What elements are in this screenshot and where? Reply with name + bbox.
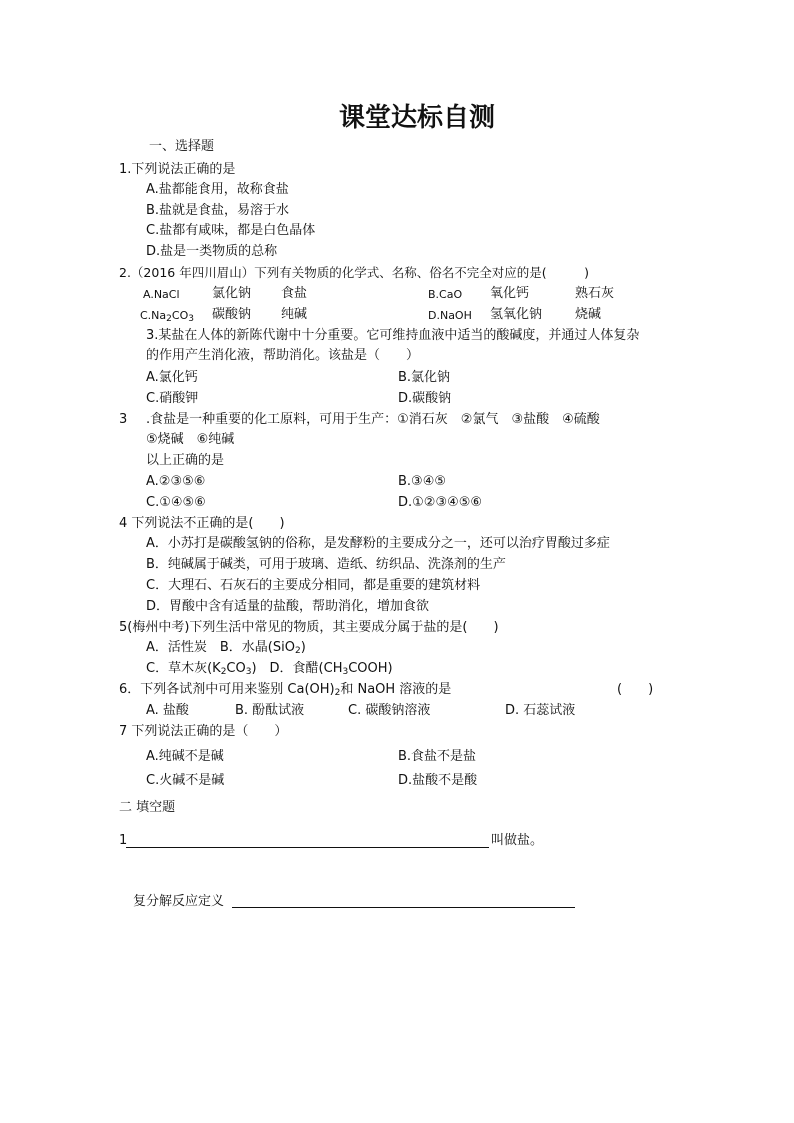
option-d: D.盐是一类物质的总称 <box>146 244 278 259</box>
question-number: 1 <box>119 833 128 848</box>
option-c-formula: $C.Na_2CO_3$ <box>140 309 194 324</box>
section-heading-fill: 二 填空题 <box>119 800 176 815</box>
answer-blank[interactable] <box>126 847 489 848</box>
question-stem-line2: 的作用产生消化液，帮助消化。该盐是（ ） <box>146 348 420 363</box>
question-stem-line2: ⑤烧碱 ⑥纯碱 <box>146 432 235 447</box>
option-c-common: 纯碱 <box>281 307 308 322</box>
answer-paren: ( ) <box>617 682 654 697</box>
option-b: B.盐就是食盐，易溶于水 <box>146 203 290 218</box>
question-number: 3 <box>119 412 128 427</box>
option-d-formula: D.NaOH <box>428 309 472 322</box>
option-b: B．纯碱属于碱类，可用于玻璃、造纸、纺织品、洗涤剂的生产 <box>146 557 506 572</box>
option-a: A．小苏打是碳酸氢钠的俗称，是发酵粉的主要成分之一，还可以治疗胃酸过多症 <box>146 536 610 551</box>
option-a: A.盐都能食用，故称食盐 <box>146 182 289 197</box>
option-c-name: 碳酸钠 <box>212 307 252 322</box>
option-a-common: 食盐 <box>281 286 308 301</box>
option-d: D．胃酸中含有适量的盐酸，帮助消化，增加食欲 <box>146 599 430 614</box>
option-c: C.火碱不是碱 <box>146 773 225 788</box>
option-c: C．大理石、石灰石的主要成分相同，都是重要的建筑材料 <box>146 578 481 593</box>
option-c: C. 碳酸钠溶液 <box>348 703 431 718</box>
option-a-name: 氯化钠 <box>212 286 252 301</box>
question-stem: 6．下列各试剂中可用来鉴别 $Ca(OH)_2$和 NaOH 溶液的是 <box>119 682 452 698</box>
question-stem: 1.下列说法正确的是 <box>119 162 236 177</box>
option-c: C.①④⑤⑥ <box>146 495 206 510</box>
blank-suffix: 叫做盐。 <box>491 833 544 848</box>
option-b-name: 氧化钙 <box>490 286 530 301</box>
question-stem: 2.（2016 年四川眉山）下列有关物质的化学式、名称、俗名不完全对应的是( ) <box>119 265 589 280</box>
option-d: D.①②③④⑤⑥ <box>398 495 483 510</box>
option-b: B.③④⑤ <box>398 474 447 489</box>
option-b-formula: B.CaO <box>428 288 463 301</box>
option-b-common: 熟石灰 <box>575 286 615 301</box>
section-heading-choice: 一、选择题 <box>149 139 215 154</box>
option-a: A. 盐酸 <box>146 703 189 718</box>
option-d: D. 石蕊试液 <box>505 703 576 718</box>
option-a: A.②③⑤⑥ <box>146 474 206 489</box>
question-stem-line1: .食盐是一种重要的化工原料，可用于生产：①消石灰 ②氯气 ③盐酸 ④硫酸 <box>146 412 600 427</box>
option-d-name: 氢氧化钠 <box>490 307 543 322</box>
option-d: D.碳酸钠 <box>398 391 452 406</box>
option-b: B.氯化钠 <box>398 370 451 385</box>
option-d-common: 烧碱 <box>575 307 602 322</box>
option-b: B.食盐不是盐 <box>398 749 477 764</box>
option-d: D.盐酸不是酸 <box>398 773 478 788</box>
question-stem: 7 下列说法正确的是（ ） <box>119 724 288 739</box>
page-title: 课堂达标自测 <box>339 103 496 133</box>
options-ab: A．活性炭 B．水晶(SiO$_2$) <box>146 640 306 656</box>
definition-label: 复分解反应定义 <box>133 894 225 909</box>
answer-blank[interactable] <box>232 907 575 908</box>
question-stem-line1: 3.某盐在人体的新陈代谢中十分重要。它可维持血液中适当的酸碱度，并通过人体复杂 <box>146 328 640 343</box>
question-stem: 5(梅州中考)下列生活中常见的物质，其主要成分属于盐的是( ) <box>119 620 499 635</box>
option-a: A.纯碱不是碱 <box>146 749 224 764</box>
options-cd: C．草木灰$(K_2CO_3)$ D．食醋$(CH_3COOH)$ <box>146 661 393 677</box>
option-c: C.盐都有咸味，都是白色晶体 <box>146 223 316 238</box>
question-stem: 4 下列说法不正确的是( ) <box>119 516 285 531</box>
option-b: B. 酚酞试液 <box>235 703 305 718</box>
question-stem-line3: 以上正确的是 <box>146 453 225 468</box>
option-a-formula: A.NaCl <box>143 288 180 301</box>
option-a: A.氯化钙 <box>146 370 198 385</box>
option-c: C.硝酸钾 <box>146 391 199 406</box>
